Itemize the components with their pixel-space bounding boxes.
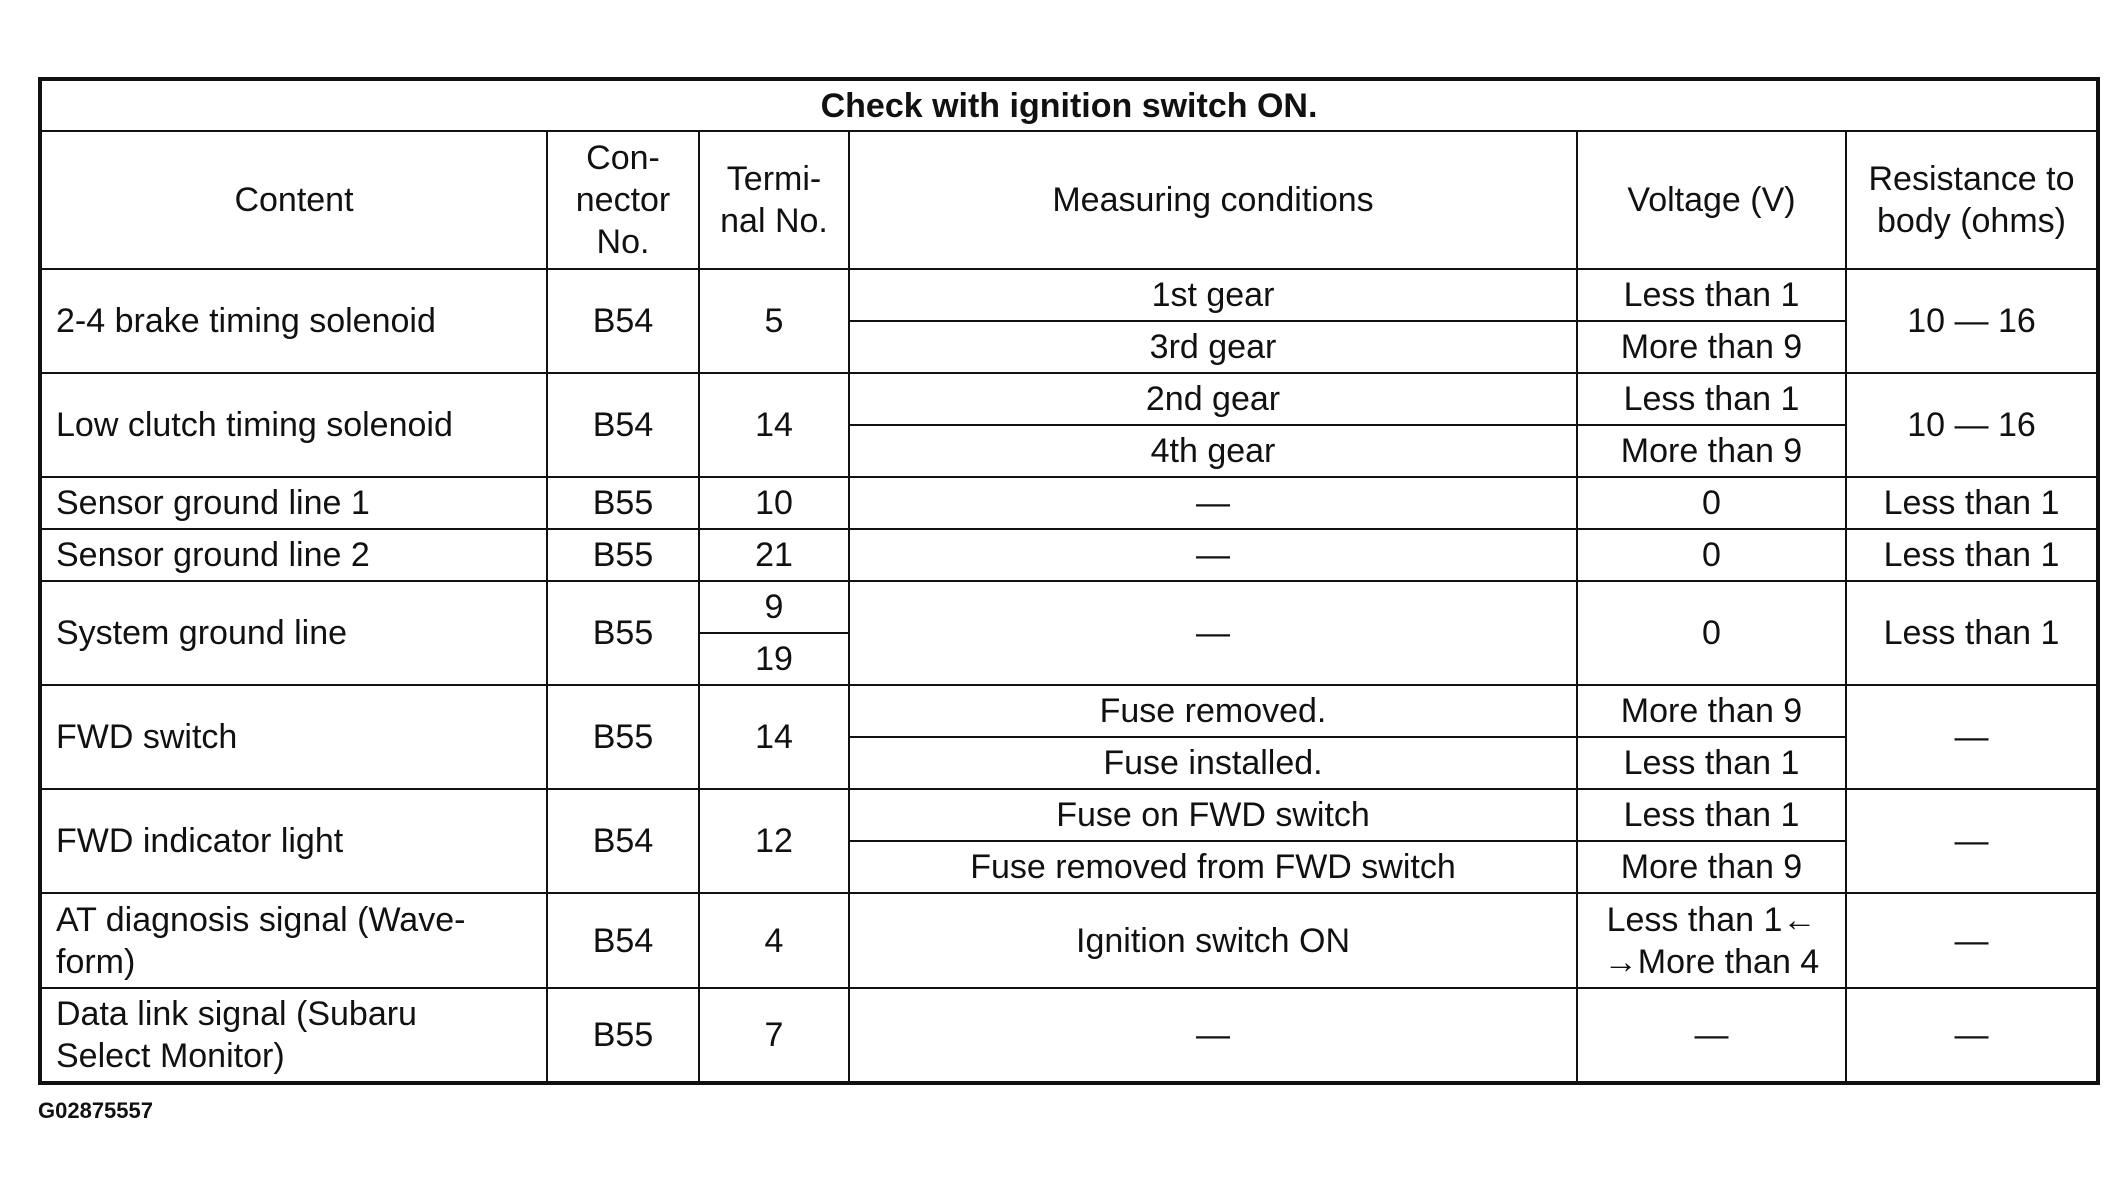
table-row — [40, 477, 2098, 529]
content-cell: FWD switch — [40, 685, 547, 789]
resistance-cell: 10 — 16 — [1846, 269, 2098, 373]
condition-cell: Ignition switch ON — [849, 893, 1577, 988]
voltage-cell: Less than 1← →More than 4 — [1577, 893, 1846, 988]
condition-cell: 3rd gear — [849, 321, 1577, 373]
condition-cell: — — [849, 477, 1577, 529]
voltage-cell: More than 9 — [1577, 685, 1846, 737]
voltage-cell: More than 9 — [1577, 841, 1846, 893]
content-cell: Sensor ground line 2 — [40, 529, 547, 581]
connector-cell: B55 — [547, 581, 699, 685]
voltage-cell: Less than 1 — [1577, 737, 1846, 789]
header-terminal: Termi- nal No. — [699, 131, 849, 269]
terminal-cell: 14 — [699, 685, 849, 789]
terminal-cell: 12 — [699, 789, 849, 893]
terminal-cell: 4 — [699, 893, 849, 988]
table-row — [40, 789, 2098, 841]
terminal-cell: 5 — [699, 269, 849, 373]
connector-cell: B55 — [547, 685, 699, 789]
table-row — [40, 685, 2098, 737]
terminal-cell: 10 — [699, 477, 849, 529]
table-row — [40, 988, 2098, 1083]
table-row — [40, 581, 2098, 633]
content-cell: Low clutch timing solenoid — [40, 373, 547, 477]
condition-cell: — — [849, 581, 1577, 685]
voltage-cell: — — [1577, 988, 1846, 1083]
table-row — [40, 893, 2098, 988]
terminal-cell: 9 — [699, 581, 849, 633]
connector-cell: B54 — [547, 269, 699, 373]
table-row — [40, 373, 2098, 425]
voltage-cell: Less than 1 — [1577, 373, 1846, 425]
voltage-cell: More than 9 — [1577, 425, 1846, 477]
connector-cell: B54 — [547, 373, 699, 477]
voltage-cell: Less than 1 — [1577, 269, 1846, 321]
condition-cell: 1st gear — [849, 269, 1577, 321]
voltage-cell: 0 — [1577, 581, 1846, 685]
terminal-cell: 14 — [699, 373, 849, 477]
table-row — [40, 269, 2098, 321]
figure-id: G02875557 — [38, 1098, 153, 1123]
condition-cell: Fuse on FWD switch — [849, 789, 1577, 841]
header-resistance: Resistance to body (ohms) — [1846, 131, 2098, 269]
content-cell: System ground line — [40, 581, 547, 685]
content-cell: Sensor ground line 1 — [40, 477, 547, 529]
resistance-cell: — — [1846, 893, 2098, 988]
connector-cell: B54 — [547, 789, 699, 893]
condition-cell: — — [849, 529, 1577, 581]
content-cell: AT diagnosis signal (Wave- form) — [40, 893, 547, 988]
connector-cell: B55 — [547, 529, 699, 581]
header-content: Content — [40, 131, 547, 269]
table-title: Check with ignition switch ON. — [40, 79, 2098, 131]
connector-cell: B54 — [547, 893, 699, 988]
resistance-cell: Less than 1 — [1846, 581, 2098, 685]
terminal-cell: 19 — [699, 633, 849, 685]
condition-cell: 4th gear — [849, 425, 1577, 477]
terminal-cell: 21 — [699, 529, 849, 581]
terminal-cell: 7 — [699, 988, 849, 1083]
resistance-cell: Less than 1 — [1846, 529, 2098, 581]
header-voltage: Voltage (V) — [1577, 131, 1846, 269]
content-cell: Data link signal (Subaru Select Monitor) — [40, 988, 547, 1083]
ignition-check-table — [38, 77, 2100, 1085]
resistance-cell: — — [1846, 789, 2098, 893]
table-row — [40, 529, 2098, 581]
condition-cell: Fuse removed. — [849, 685, 1577, 737]
connector-cell: B55 — [547, 477, 699, 529]
condition-cell: Fuse installed. — [849, 737, 1577, 789]
resistance-cell: — — [1846, 685, 2098, 789]
content-cell: FWD indicator light — [40, 789, 547, 893]
voltage-cell: 0 — [1577, 529, 1846, 581]
content-cell: 2-4 brake timing solenoid — [40, 269, 547, 373]
voltage-cell: 0 — [1577, 477, 1846, 529]
voltage-cell: More than 9 — [1577, 321, 1846, 373]
connector-cell: B55 — [547, 988, 699, 1083]
resistance-cell: Less than 1 — [1846, 477, 2098, 529]
condition-cell: 2nd gear — [849, 373, 1577, 425]
voltage-cell: Less than 1 — [1577, 789, 1846, 841]
resistance-cell: 10 — 16 — [1846, 373, 2098, 477]
header-connector: Con- nector No. — [547, 131, 699, 269]
header-conditions: Measuring conditions — [849, 131, 1577, 269]
condition-cell: — — [849, 988, 1577, 1083]
resistance-cell: — — [1846, 988, 2098, 1083]
header-row — [40, 131, 2098, 269]
condition-cell: Fuse removed from FWD switch — [849, 841, 1577, 893]
